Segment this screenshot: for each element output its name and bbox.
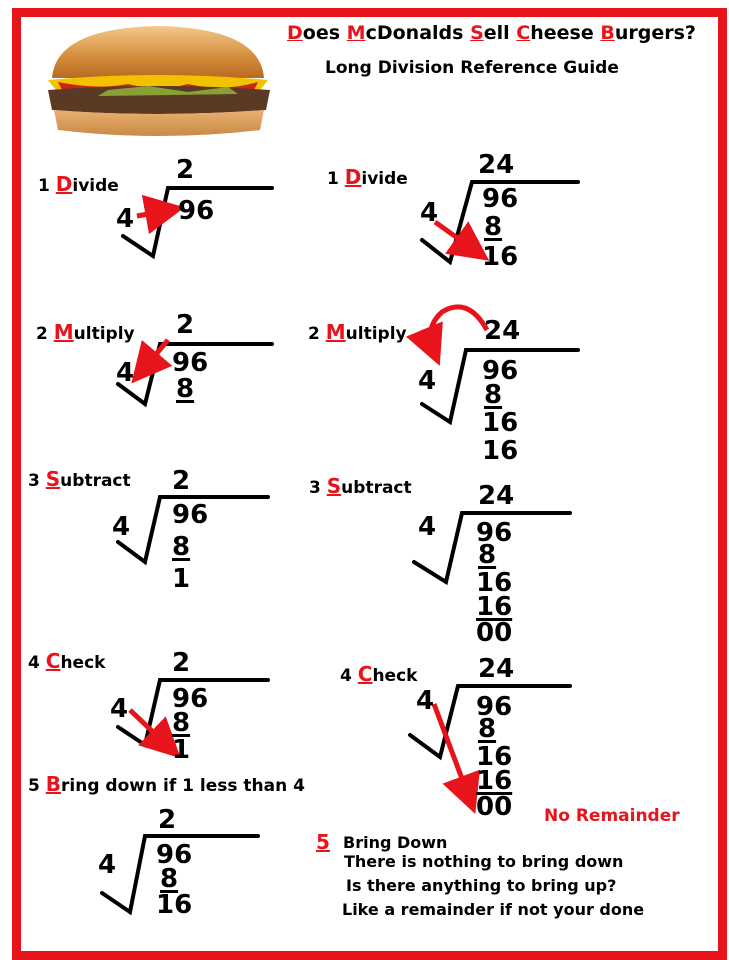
quotient: 2 (176, 310, 195, 340)
product: 8 (478, 540, 497, 570)
dividend: 96 (172, 684, 209, 714)
product2: 16 (476, 592, 513, 622)
product: 8 (172, 532, 191, 562)
product: 8 (484, 380, 503, 410)
product2: 16 (476, 766, 513, 796)
quotient: 2 (158, 805, 177, 835)
step-check-left: 4 Check (28, 649, 106, 673)
quotient: 24 (478, 481, 515, 511)
step-multiply-left: 2 Multiply (36, 320, 135, 344)
divisor: 4 (416, 686, 435, 716)
dividend: 96 (482, 184, 519, 214)
partial: 16 (476, 742, 513, 772)
final-note-line: Like a remainder if not your done (342, 900, 645, 919)
dividend: 96 (172, 500, 209, 530)
step-bring-down: 5 Bring down if 1 less than 4 (28, 772, 305, 796)
product: 8 (160, 864, 179, 894)
dividend: 96 (156, 840, 193, 870)
step-multiply-right: 2 Multiply (308, 320, 407, 344)
quotient: 24 (478, 654, 515, 684)
no-remainder-label: No Remainder (544, 806, 680, 826)
difference: 1 (172, 735, 191, 765)
partial: 16 (476, 568, 513, 598)
quotient: 2 (176, 155, 195, 185)
step-divide-left: 1 Divide (38, 172, 119, 196)
difference: 1 (172, 564, 191, 594)
partial: 16 (482, 242, 519, 272)
divisor: 4 (112, 512, 131, 542)
product: 8 (172, 708, 191, 738)
page-title: Does McDonalds Sell Cheese Burgers? (287, 22, 696, 44)
remainder: 00 (476, 792, 513, 822)
quotient: 2 (172, 466, 191, 496)
final-step-number: 5 (316, 830, 330, 854)
step-check-right: 4 Check (340, 662, 418, 686)
remainder: 00 (476, 618, 513, 648)
brought-down: 16 (156, 890, 193, 920)
final-note-line: Is there anything to bring up? (346, 876, 617, 895)
product2: 16 (482, 436, 519, 466)
step-subtract-right: 3 Subtract (309, 474, 412, 498)
dividend: 96 (172, 348, 209, 378)
product: 8 (478, 714, 497, 744)
divisor: 4 (418, 366, 437, 396)
partial: 16 (482, 408, 519, 438)
divisor: 4 (98, 850, 117, 880)
final-note-heading: Bring Down (343, 833, 448, 852)
step-divide-right: 1 Divide (327, 165, 408, 189)
divisor: 4 (420, 198, 439, 228)
divisor: 4 (418, 512, 437, 542)
product: 8 (484, 212, 503, 242)
product: 8 (176, 374, 195, 404)
final-note-line: There is nothing to bring down (344, 852, 624, 871)
divisor: 4 (116, 204, 135, 234)
dividend: 96 (476, 518, 513, 548)
dividend: 96 (178, 196, 215, 226)
dividend: 96 (482, 356, 519, 386)
quotient: 24 (484, 316, 521, 346)
step-subtract-left: 3 Subtract (28, 467, 131, 491)
page-subtitle: Long Division Reference Guide (325, 58, 619, 78)
quotient: 24 (478, 150, 515, 180)
divisor: 4 (110, 694, 129, 724)
dividend: 96 (476, 692, 513, 722)
quotient: 2 (172, 648, 191, 678)
divisor: 4 (116, 358, 135, 388)
